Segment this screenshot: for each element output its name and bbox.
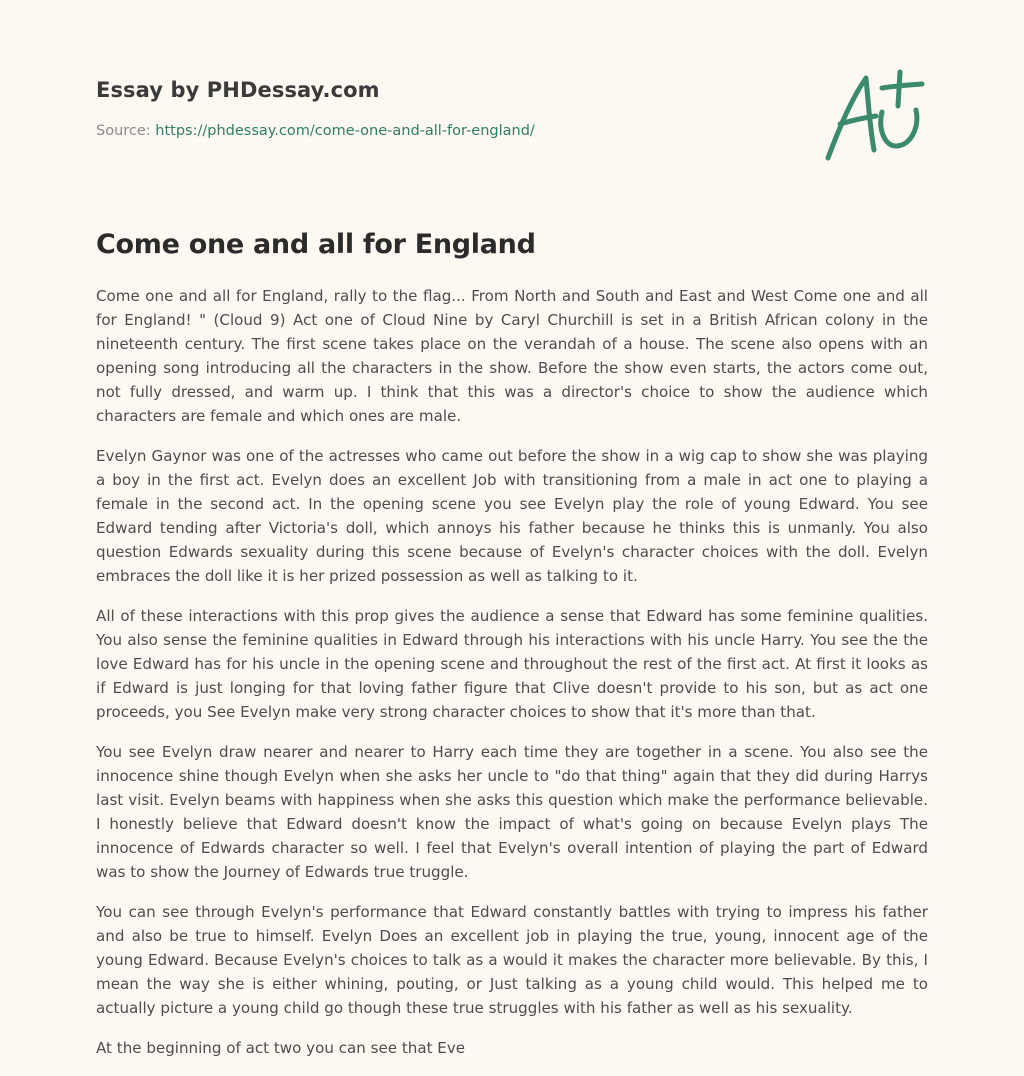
essay-paragraph: You see Evelyn draw nearer and nearer to Harry each time they are together in a scene. You also see the innocence shine though Evelyn when she asks her uncle to "do that thing" again that they did during Harrys last visit. Evelyn beams with happiness when she asks this question which make the performance believable. I honestly believe that Edward doesn't know the impact of what's going on because Evelyn plays The innocence of Edwards character so well. I feel that Evelyn's overall intention of playing the part of Edward was to show the Journey of Edwards true truggle.: [96, 743, 928, 881]
essay-paragraph: Come one and all for England, rally to the flag... From North and South and East and West Come one and all for England! " (Cloud 9) Act one of Cloud Nine by Caryl Churchill is set in a British African colony in the nineteenth century. The first scene takes place on the verandah of a house. The scene also opens with an opening song introducing all the characters in the show. Before the show even starts, the actors come out, not fully dressed, and warm up. I think that this was a director's choice to show the audience which characters are female and which ones are male.: [96, 287, 928, 425]
essay-body: [96, 284, 928, 1076]
source-line: [96, 123, 535, 139]
essay-paragraph: Evelyn Gaynor was one of the actresses who came out before the show in a wig cap to show she was playing a boy in the first act. Evelyn does an excellent Job with transitioning from a male in act one to playing a female in the second act. In the opening scene you see Evelyn play the role of young Edward. You see Edward tending after Victoria's doll, which annoys his father because he thinks this is unmanly. You also question Edwards sexuality during this scene because of Evelyn's character choices with the doll. Evelyn embraces the doll like it is her prized possession as well as talking to it.: [96, 447, 928, 585]
essay-paragraph: You can see through Evelyn's performance that Edward constantly battles with trying to impress his father and also be true to himself. Evelyn Does an excellent job in playing the true, young, innocent age of the young Edward. Because Evelyn's choices to talk as a would it makes the character more believable. By this, I mean the way she is either whining, pouting, or Just talking as a young child would. This helped me to actually picture a young child go though these true struggles with his father as well as his sexuality.: [96, 903, 928, 1017]
page-header: [96, 74, 796, 139]
a-plus-grade-icon: [818, 66, 930, 166]
essay-paragraph: All of these interactions with this prop gives the audience a sense that Edward has some feminine qualities. You also sense the feminine qualities in Edward through his interactions with his uncle Harry. You see the the love Edward has for his uncle in the opening scene and throughout the rest of the first act. At first it looks as if Edward is just longing for that loving father figure that Clive doesn't provide to his son, but as act one proceeds, you See Evelyn make very strong character choices to show that it's more than that.: [96, 607, 928, 721]
source-label: Source:: [96, 123, 151, 139]
source-link[interactable]: https://phdessay.com/come-one-and-all-for-england/: [155, 123, 535, 139]
site-brand: Essay by PHDessay.com: [96, 78, 380, 102]
essay-title: Come one and all for England: [96, 229, 536, 260]
essay-paragraph: At the beginning of act two you can see that Eve: [96, 1039, 466, 1057]
